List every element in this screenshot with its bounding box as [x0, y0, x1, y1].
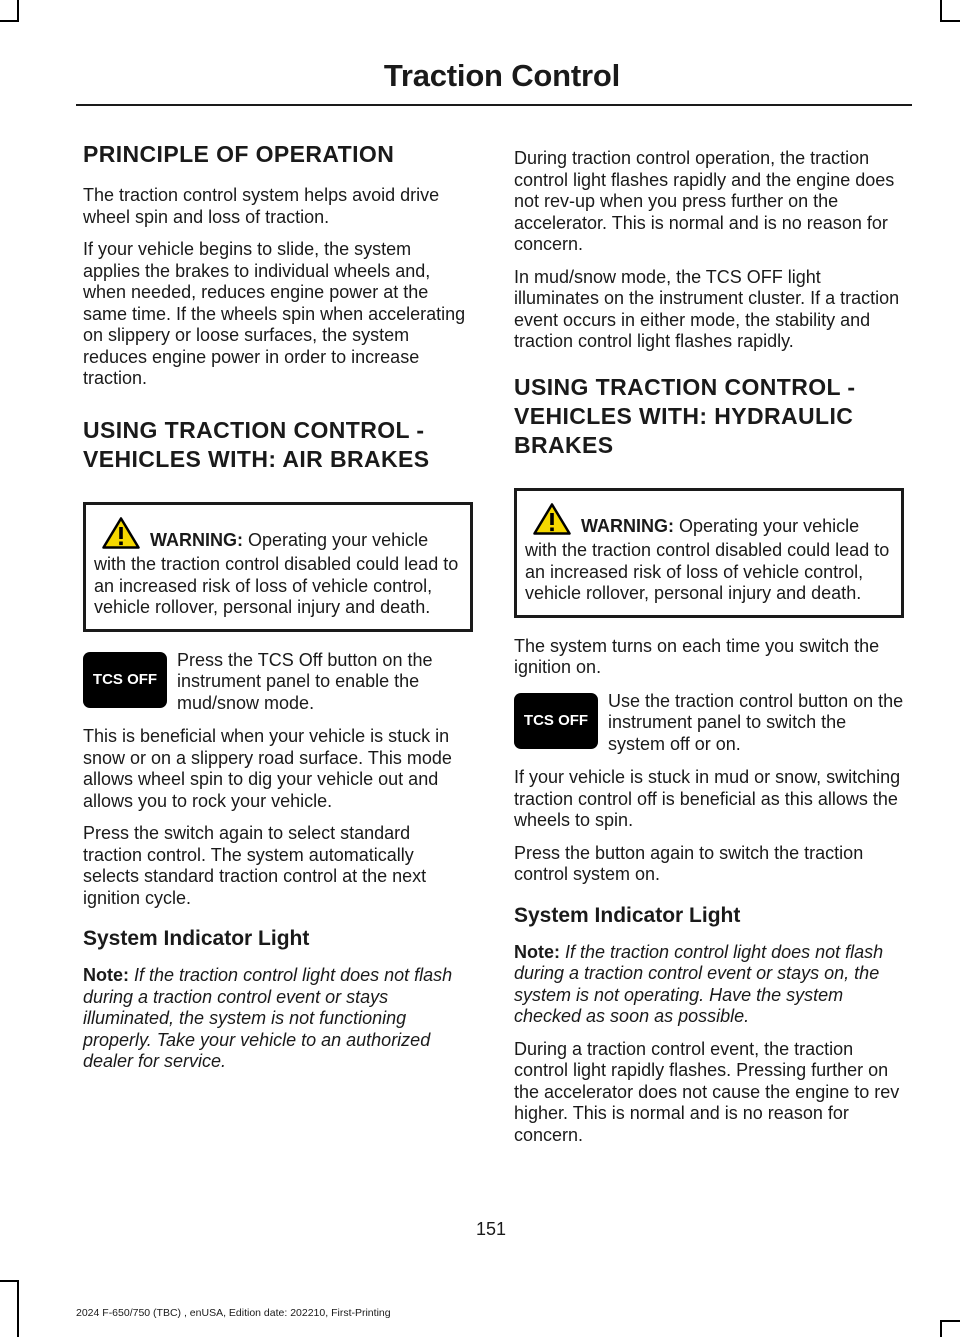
crop-mark	[941, 20, 960, 22]
air-brakes-heading-line1: USING TRACTION CONTROL -	[83, 416, 425, 443]
hydraulic-heading-line2: VEHICLES WITH: HYDRAULIC	[514, 402, 854, 429]
warning-label: WARNING:	[581, 515, 674, 536]
indicator-heading: System Indicator Light	[514, 903, 741, 927]
press-again-paragraph: Press the switch again to select standard traction control. The system automatically selects standard traction control at the next ignition cycle.	[83, 823, 427, 908]
crop-mark	[17, 0, 19, 22]
indicator-note	[83, 965, 473, 1073]
note-label: Note:	[83, 965, 129, 985]
note-text: If the traction control light does not flash during a traction control event or stays on, the system is not operating. Have the system checked as soon as possible.	[514, 941, 884, 1026]
hydraulic-heading-line3: BRAKES	[514, 431, 614, 458]
header-divider	[76, 104, 912, 106]
right-column	[514, 148, 904, 1157]
principle-paragraph-1: The traction control system helps avoid drive wheel spin and loss of traction.	[83, 185, 440, 227]
warning-text: Operating your vehicle with the traction control disabled could lead to an increased risk of loss of vehicle control, vehicle rollover, personal injury and death.	[94, 529, 459, 617]
air-brakes-heading-line2: VEHICLES WITH: AIR BRAKES	[83, 445, 430, 472]
air-brakes-heading	[83, 416, 473, 474]
hydraulic-heading-line1: USING TRACTION CONTROL -	[514, 373, 856, 400]
crop-mark	[0, 20, 19, 22]
event-paragraph: During a traction control event, the traction control light rapidly flashes. Pressing further on the accelerator does not cause the engine to rev higher. This is normal and is no reason for concern.	[514, 1038, 900, 1145]
warning-text: Operating your vehicle with the traction control disabled could lead to an increased risk of loss of vehicle control, vehicle rollover, personal injury and death.	[525, 515, 890, 603]
note-text: If the traction control light does not flash during a traction control event or stays illuminated, the system is not functioning properly. Take your vehicle to an authorized dealer for service.	[83, 965, 453, 1071]
page-number: 151	[475, 1219, 507, 1239]
warning-label: WARNING:	[150, 529, 243, 550]
crop-mark	[940, 1320, 942, 1337]
stuck-paragraph: If your vehicle is stuck in mud or snow, switching traction control off is beneficial as this allows the wheels to spin.	[514, 767, 901, 830]
page-title: Traction Control	[383, 58, 620, 93]
press-again-paragraph: Press the button again to switch the traction control system on.	[514, 842, 864, 884]
warning-triangle-icon	[102, 517, 140, 555]
indicator-note	[514, 942, 904, 1028]
tcs-button-row	[83, 650, 473, 715]
tcs-off-button-icon: TCS OFF	[514, 693, 598, 749]
indicator-heading: System Indicator Light	[83, 927, 310, 950]
tcs-button-instruction: Use the traction control button on the instrument panel to switch the system off or on.	[608, 690, 904, 754]
warning-box	[514, 488, 904, 618]
tcs-button-row	[514, 691, 904, 756]
turns-on-paragraph: The system turns on each time you switch the ignition on.	[514, 635, 880, 677]
tcs-button-instruction: Press the TCS Off button on the instrument panel to enable the mud/snow mode.	[177, 649, 433, 713]
edition-footer: 2024 F-650/750 (TBC) , enUSA, Edition date: 202210, First-Printing	[76, 1307, 391, 1319]
beneficial-paragraph: This is beneficial when your vehicle is stuck in snow or on a slippery road surface. This mode allows wheel spin to dig your vehicle out and allows you to rock your vehicle.	[83, 726, 452, 811]
crop-mark	[940, 0, 942, 22]
principle-paragraph-2: If your vehicle begins to slide, the system applies the brakes to individual wheels and, when needed, reduces engine power at the same time. If the wheels spin when accelerating on slippery or loose surfaces, the system reduces engine power in order to increase traction.	[83, 239, 466, 388]
note-label: Note:	[514, 941, 560, 962]
mud-snow-paragraph: In mud/snow mode, the TCS OFF light illuminates on the instrument cluster. If a traction event occurs in either mode, the stability and traction control light flashes rapidly.	[514, 266, 900, 351]
crop-mark	[0, 1280, 19, 1282]
left-column	[83, 140, 473, 1084]
principle-heading: PRINCIPLE OF OPERATION	[83, 141, 395, 167]
warning-box	[83, 502, 473, 632]
during-operation-paragraph: During traction control operation, the traction control light flashes rapidly and the engine does not rev-up when you press further on the accelerator. This is normal and is no reason for concern.	[514, 148, 895, 254]
tcs-off-button-icon: TCS OFF	[83, 652, 167, 708]
warning-triangle-icon	[533, 503, 571, 541]
crop-mark	[941, 1320, 960, 1322]
crop-mark	[17, 1280, 19, 1337]
hydraulic-brakes-heading	[514, 373, 904, 460]
